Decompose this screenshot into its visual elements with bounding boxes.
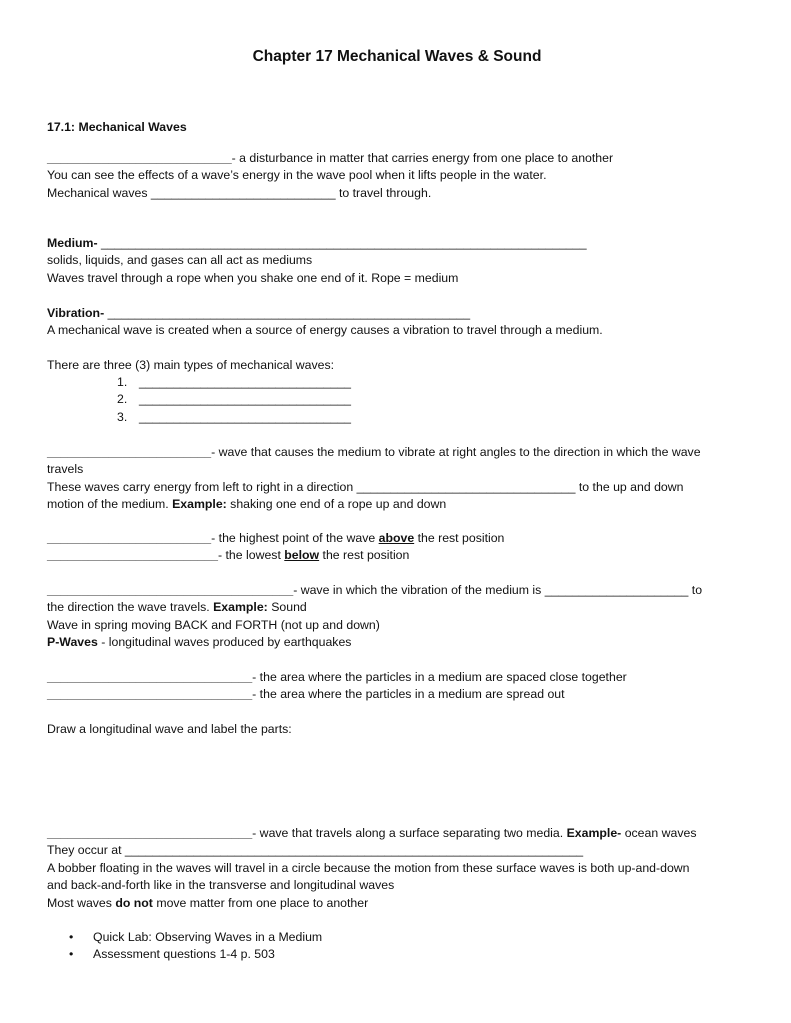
transverse-block bbox=[47, 444, 747, 514]
body-text: They occur at bbox=[47, 843, 125, 858]
fill-in-blank: ___________________________________________________________________ bbox=[124, 843, 584, 858]
fill-in-blank: _______________________________ bbox=[139, 375, 352, 389]
term-label: Vibration- bbox=[47, 306, 105, 320]
definition-text: - the area where the particles in a medium are spread out bbox=[252, 687, 565, 702]
fill-in-blank: ____________________________________ bbox=[47, 583, 294, 597]
list-item bbox=[47, 946, 322, 963]
body-text: - longitudinal waves produced by earthquakes bbox=[101, 635, 352, 650]
fill-in-blank: ______________________________ bbox=[47, 670, 253, 684]
fill-in-blank: ______________________________ bbox=[47, 687, 253, 702]
fill-in-blank: ________________________ bbox=[47, 445, 212, 459]
definition-text: ocean waves bbox=[621, 826, 697, 840]
body-text: solids, liquids, and gases can all act as mediums bbox=[47, 253, 313, 268]
fill-in-blank: ________________________________ bbox=[356, 479, 576, 494]
medium-block bbox=[47, 235, 747, 287]
list-item bbox=[47, 929, 322, 946]
list-item: 1. _______________________________ bbox=[117, 375, 352, 389]
body-text: Wave in spring moving BACK and FORTH (not up and down) bbox=[47, 617, 380, 632]
definition-text: - the area where the particles in a medium are spaced close together bbox=[252, 670, 627, 684]
bullet-icon: • bbox=[69, 930, 74, 944]
definition-text: - the lowest bbox=[217, 548, 285, 563]
longitudinal-block bbox=[47, 582, 747, 652]
page-title: Chapter 17 Mechanical Waves & Sound bbox=[252, 48, 542, 65]
body-text: A bobber floating in the waves will travel in a circle because the motion from these surface waves is both up-and-down bbox=[47, 860, 690, 875]
body-text: Most waves bbox=[47, 895, 116, 910]
definition-text: - wave in which the vibration of the medium is bbox=[293, 583, 545, 597]
body-text: Waves travel through a rope when you shake one end of it. Rope = medium bbox=[47, 270, 459, 285]
fill-in-blank: ___________________________ bbox=[150, 185, 336, 200]
fill-in-blank: _________________________ bbox=[47, 548, 218, 563]
body-text: and back-and-forth like in the transverse and longitudinal waves bbox=[47, 878, 395, 893]
wave-types-intro: There are three (3) main types of mechanical waves: bbox=[47, 358, 335, 372]
fill-in-blank: ______________________________ bbox=[47, 826, 253, 840]
emphasis-word: above bbox=[378, 531, 415, 545]
definition-text: - wave that causes the medium to vibrate at right angles to the direction in which the wave bbox=[211, 445, 701, 459]
definition-text: to bbox=[688, 583, 703, 597]
definition-text: the rest position bbox=[414, 531, 505, 545]
definition-text: - wave that travels along a surface separating two media. bbox=[252, 826, 567, 840]
compression-rarefaction-block bbox=[47, 669, 747, 704]
body-text: Mechanical waves bbox=[47, 185, 151, 200]
body-text: These waves carry energy from left to right in a direction bbox=[47, 479, 357, 494]
body-text: move matter from one place to another bbox=[152, 895, 369, 910]
list-item-label: Assessment questions 1-4 p. 503 bbox=[93, 947, 275, 962]
example-label: Example- bbox=[566, 826, 622, 840]
wave-types-list bbox=[117, 374, 351, 426]
term-label: Medium- bbox=[47, 236, 98, 250]
body-text: motion of the medium. bbox=[47, 497, 173, 512]
body-text: You can see the effects of a wave’s energy in the wave pool when it lifts people in the water. bbox=[47, 168, 547, 183]
emphasis-word: do not bbox=[115, 895, 153, 910]
term-label: P-Waves bbox=[47, 635, 102, 650]
body-text: to the up and down bbox=[575, 479, 684, 494]
mechanical-wave-block bbox=[47, 150, 747, 202]
body-text: the direction the wave travels. bbox=[47, 600, 214, 615]
fill-in-blank: ___________________________ bbox=[47, 151, 232, 165]
body-text: to travel through. bbox=[335, 185, 432, 200]
fill-in-blank: ________________________ bbox=[47, 531, 212, 545]
body-text: Sound bbox=[267, 600, 307, 615]
fill-in-blank: _______________________________ bbox=[139, 392, 352, 407]
activity-list bbox=[47, 929, 322, 964]
fill-in-blank: _____________________________________________________ bbox=[104, 306, 471, 320]
crest-trough-block bbox=[47, 530, 747, 565]
example-label: Example: bbox=[213, 600, 268, 615]
surface-wave-block bbox=[47, 825, 747, 912]
fill-in-blank: _______________________________________________________________________ bbox=[97, 236, 587, 250]
body-text: A mechanical wave is created when a source of energy causes a vibration to travel through a medium. bbox=[47, 323, 603, 338]
list-item: 2. _______________________________ bbox=[117, 392, 352, 407]
vibration-block bbox=[47, 305, 747, 340]
example-label: Example: bbox=[172, 497, 227, 512]
list-item-label: Quick Lab: Observing Waves in a Medium bbox=[93, 930, 323, 944]
bullet-icon: • bbox=[69, 947, 74, 962]
definition-text: - a disturbance in matter that carries energy from one place to another bbox=[231, 151, 614, 165]
definition-text: the rest position bbox=[319, 548, 410, 563]
section-heading: 17.1: Mechanical Waves bbox=[47, 120, 187, 134]
body-text: travels bbox=[47, 462, 84, 477]
body-text: shaking one end of a rope up and down bbox=[226, 497, 447, 512]
list-item: 3. _______________________________ bbox=[117, 409, 352, 424]
fill-in-blank: _____________________ bbox=[544, 583, 689, 597]
definition-text: - the highest point of the wave bbox=[211, 531, 379, 545]
fill-in-blank: _______________________________ bbox=[139, 409, 352, 424]
draw-instruction: Draw a longitudinal wave and label the parts: bbox=[47, 722, 292, 736]
emphasis-word: below bbox=[284, 548, 320, 563]
